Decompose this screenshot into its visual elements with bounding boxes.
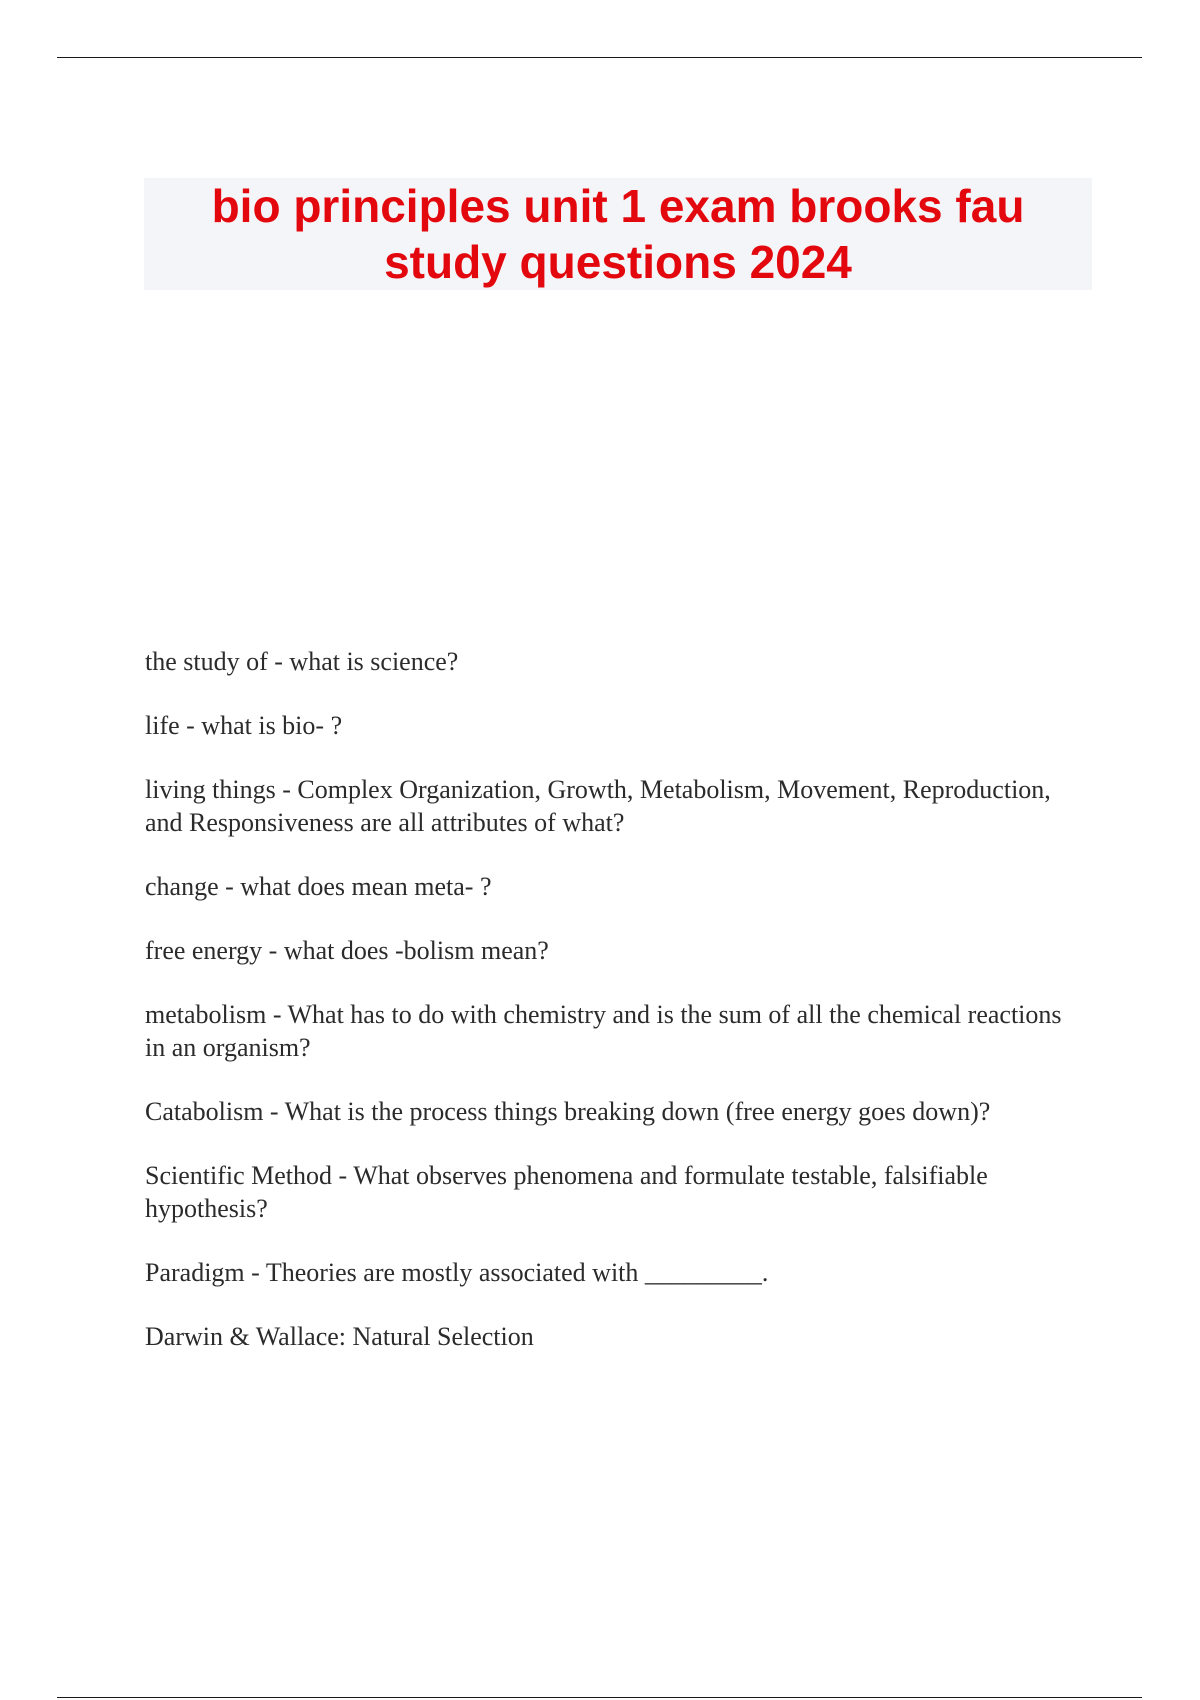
document-title-line-1: bio principles unit 1 exam brooks fau — [211, 180, 1025, 232]
bottom-rule — [57, 1697, 1142, 1698]
question-item: free energy - what does -bolism mean? — [145, 936, 549, 965]
document-title-line-2: study questions 2024 — [384, 236, 852, 288]
question-item: metabolism - What has to do with chemistry and is the sum of all the chemical reactions in an organism? — [145, 1000, 1062, 1062]
question-item: living things - Complex Organization, Growth, Metabolism, Movement, Reproduction, and Responsiveness are all attributes of what? — [145, 775, 1051, 837]
question-item: Catabolism - What is the process things breaking down (free energy goes down)? — [145, 1097, 991, 1126]
question-item: the study of - what is science? — [145, 647, 459, 676]
question-item: change - what does mean meta- ? — [145, 872, 492, 901]
question-item: Scientific Method - What observes phenomena and formulate testable, falsifiable hypothesis? — [145, 1161, 988, 1223]
top-rule — [57, 57, 1142, 58]
question-list — [145, 645, 1085, 1384]
document-title-banner — [144, 178, 1092, 290]
question-item: life - what is bio- ? — [145, 711, 343, 740]
question-item: Darwin & Wallace: Natural Selection — [145, 1322, 534, 1351]
question-item: Paradigm - Theories are mostly associated with _________. — [145, 1258, 769, 1287]
